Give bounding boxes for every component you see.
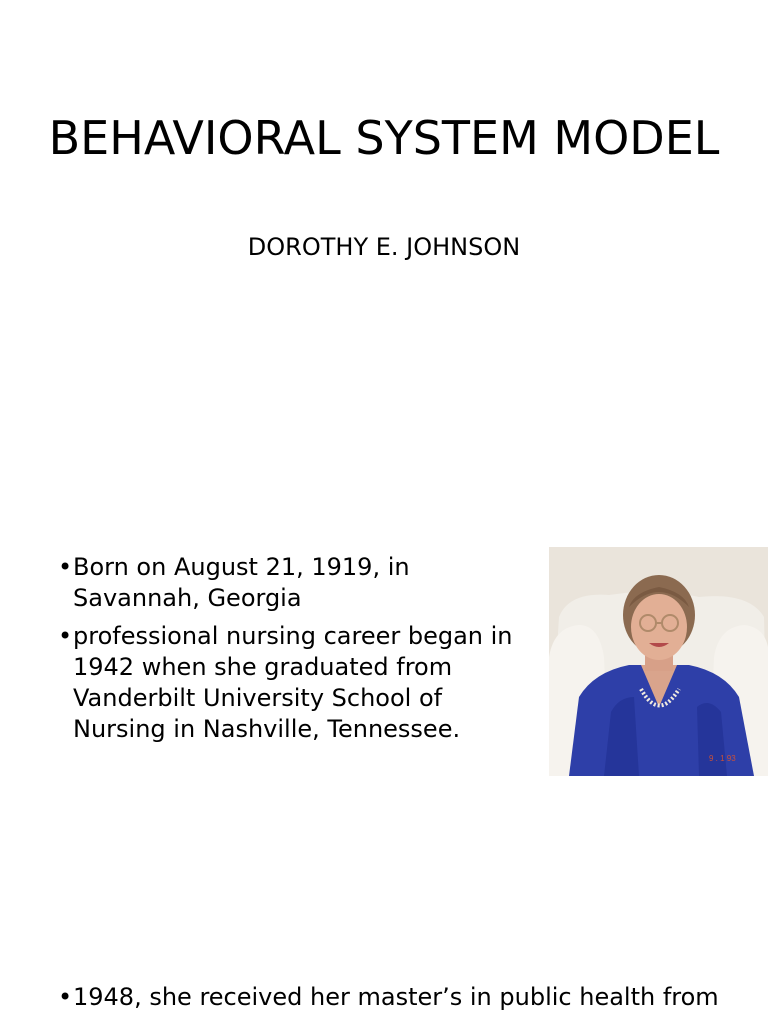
bullet-dot: •	[58, 983, 73, 1011]
portrait-illustration	[549, 547, 768, 776]
portrait-photo	[549, 547, 768, 776]
biography-slide	[0, 520, 768, 1024]
slide-subtitle: DOROTHY E. JOHNSON	[247, 233, 521, 261]
bullet-item	[58, 621, 538, 745]
bullet-item	[58, 552, 538, 614]
bullet-list-continued	[58, 982, 758, 1013]
title-slide	[0, 0, 768, 510]
bullet-dot: •	[58, 622, 73, 650]
bullet-text: Born on August 21, 1919, in Savannah, Georgia	[73, 553, 410, 612]
bullet-text: 1948, she received her master’s in public health from	[73, 983, 719, 1011]
bullet-dot: •	[58, 553, 73, 581]
bullet-list	[58, 552, 538, 752]
bullet-item	[58, 982, 758, 1013]
bullet-text: professional nursing career began in 1942 when she graduated from Vanderbilt University School of Nursing in Nashville, Tennessee.	[73, 622, 513, 743]
slide-title: BEHAVIORAL SYSTEM MODEL	[48, 111, 720, 165]
photo-date-stamp: 9 . 1 93	[709, 754, 736, 763]
